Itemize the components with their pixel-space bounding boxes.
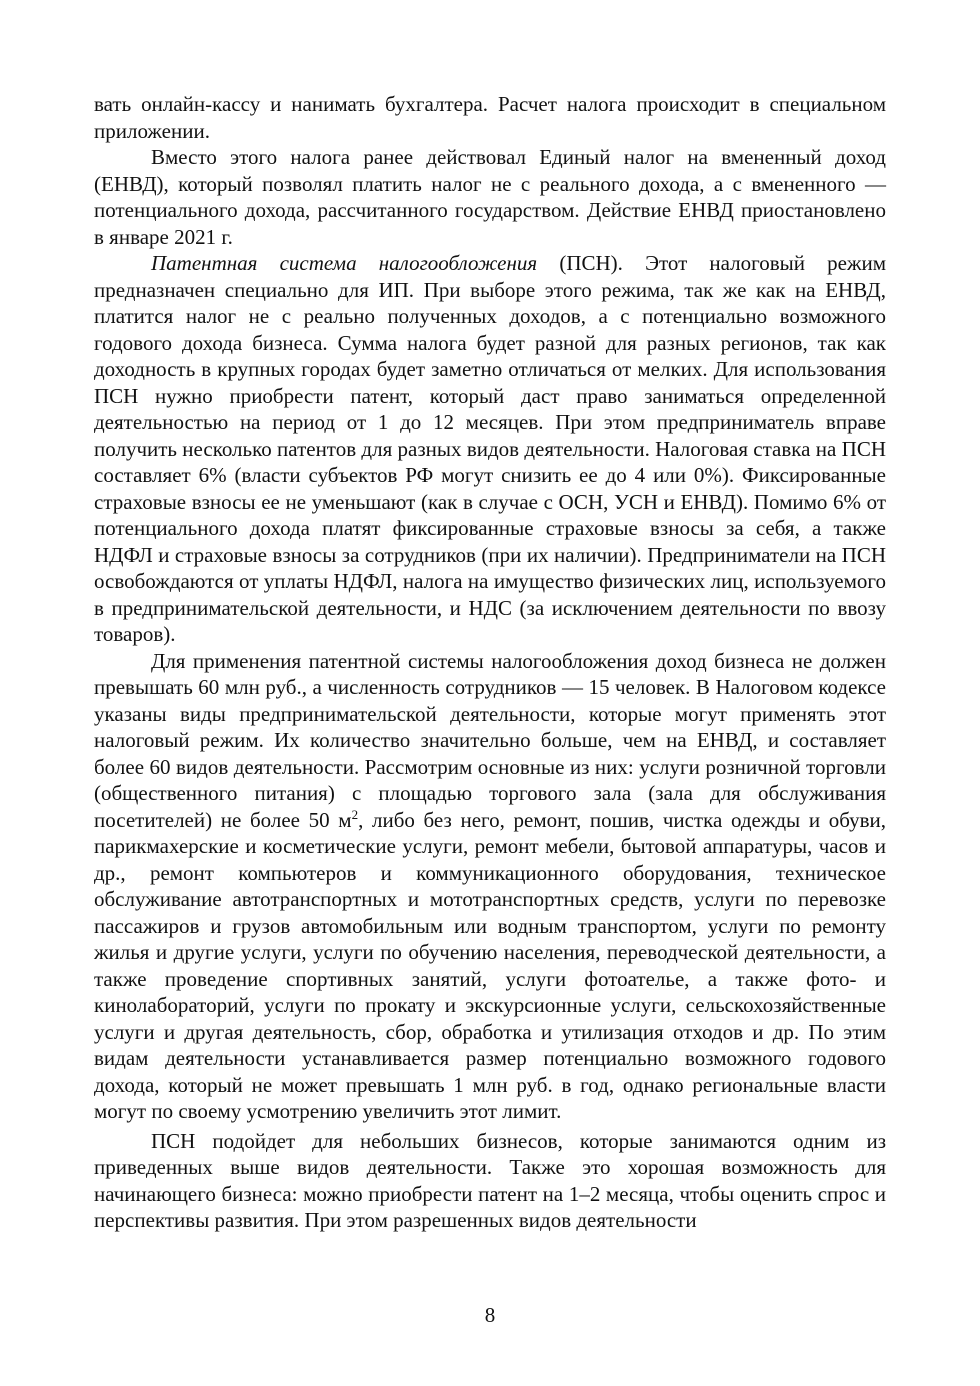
- paragraph-1: [94, 91, 886, 144]
- paragraph-1-text: вать онлайн-кассу и нанимать бухгалтера. Расчет налога происходит в специальном приложении.: [94, 92, 886, 143]
- square-meter-superscript: 2: [351, 806, 359, 822]
- paragraph-2-text: Вместо этого налога ранее действовал Единый налог на вмененный доход (ЕНВД), который позволял платить налог не с реального дохода, а с вмененного — потенциального дохода, рассчитанного государством. Действие ЕНВД приостановлено в январе 2021 г.: [94, 145, 886, 249]
- page-number: 8: [484, 1303, 496, 1327]
- paragraph-2: [94, 144, 886, 250]
- paragraph-4: [94, 648, 886, 1125]
- paragraph-5: [94, 1128, 886, 1234]
- term-patent-system: Патентная система налогообложения: [151, 251, 538, 275]
- page-body: [94, 91, 886, 1234]
- paragraph-4-text-b: , либо без него, ремонт, пошив, чистка одежды и обуви, парикмахерские и косметические услуги, ремонт мебели, бытовой аппаратуры, часов и др., ремонт компьютеров и коммуникационного оборудования, техническое обслуживание автотранспортных и мототранспортных средств, услуги по перевозке пассажиров и грузов автомобильным или водным транспортом, услуги по ремонту жилья и другие услуги, услуги по обучению населения, переводческой деятельности, а также проведение спортивных занятий, услуги фотоателье, а также фото- и кинолабораторий, услуги по прокату и экскурсионные услуги, сельскохозяйственные услуги и другая деятельность, сбор, обработка и утилизация отходов и др. По этим видам деятельности устанавливается размер потенциально возможного годового дохода, который не может превышать 1 млн руб. в год, однако региональные власти могут по своему усмотрению увеличить этот лимит.: [94, 807, 886, 1123]
- paragraph-5-text: ПСН подойдет для небольших бизнесов, которые занимаются одним из приведенных выше видов деятельности. Также это хорошая возможность для начинающего бизнеса: можно приобрести патент на 1–2 месяца, чтобы оценить спрос и перспективы развития. При этом разрешенных видов деятельности: [94, 1128, 886, 1232]
- paragraph-4-text-a: Для применения патентной системы налогообложения доход бизнеса не должен превышать 60 млн руб., а численность сотрудников — 15 человек. В Налоговом кодексе указаны виды предпринимательской деятельности, которые могут применять этот налоговый режим. Их количество значительно больше, чем на ЕНВД, и составляет более 60 видов деятельности. Рассмотрим основные из них: услуги розничной торговли (общественного питания) с площадью торгового зала (зала для обслуживания посетителей) не более 50 м: [94, 648, 886, 832]
- paragraph-3: [94, 250, 886, 648]
- paragraph-3-text: (ПСН). Этот налоговый режим предназначен специально для ИП. При выборе этого режима, так же как на ЕНВД, платится налог не с реально полученных доходов, а с потенциально возможного годового дохода бизнеса. Сумма налога будет разной для разных регионов, так как доходность в крупных городах будет заметно отличаться от мелких. Для использования ПСН нужно приобрести патент, который даст право заниматься определенной деятельностью на период от 1 до 12 месяцев. При этом предприниматель вправе получить несколько патентов для разных видов деятельности. Налоговая ставка на ПСН составляет 6% (власти субъектов РФ могут снизить ее до 4 или 0%). Фиксированные страховые взносы ее не уменьшают (как в случае с ОСН, УСН и ЕНВД). Помимо 6% от потенциального дохода платят фиксированные страховые взносы за себя, а также НДФЛ и страховые взносы за сотрудников (при их наличии). Предприниматели на ПСН освобождаются от уплаты НДФЛ, налога на имущество физических лиц, используемого в предпринимательской деятельности, и НДС (за исключением деятельности по ввозу товаров).: [94, 251, 886, 646]
